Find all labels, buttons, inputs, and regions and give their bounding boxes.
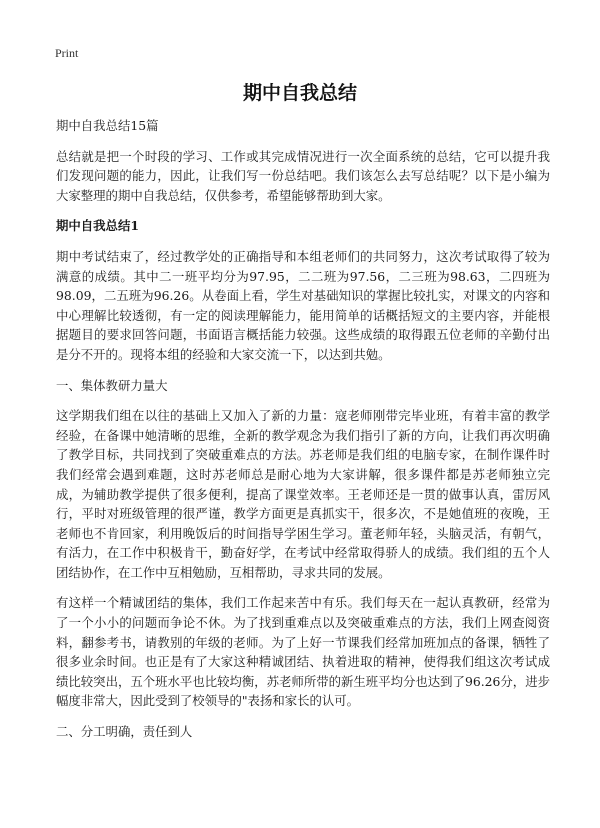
paragraph: 期中考试结束了，经过教学处的正确指导和本组老师们的共同努力，这次考试取得了较为满意的成绩。其中二一班平均分为97.95，二二班为97.56，二三班为98.63，二四班为98.09，二五班为96.26。从卷面上看，学生对基础知识的掌握比较扎实，对课文的内容和中心理解比较透彻，有一定的阅读理解能力，能用简单的话概括短文的主要内容，并能根据题目的要求回答问题，书面语言概括能力较强。这些成绩的取得跟五位老师的辛勤付出是分不开的。现将本组的经验和大家交流一下，以达到共勉。 — [56, 248, 550, 362]
subsection-heading: 一、集体教研力量大 — [56, 377, 168, 393]
paragraph: 这学期我们组在以往的基础上又加入了新的力量：寇老师刚带完毕业班，有着丰富的教学经验，在备课中她清晰的思维，全新的教学观念为我们指引了新的方向，让我们再次明确了教学目标，共同找到了突破重难点的方法。苏老师是我们组的电脑专家，在制作课件时我们经常会遇到难题，这时苏老师总是耐心地为大家讲解，很多课件都是苏老师独立完成，为辅助教学提供了很多便利，提高了课堂效率。王老师还是一贯的做事认真，雷厉风行，平时对班级管理的很严谨，教学方面更是真抓实干，很多次，不是她值班的夜晚，王老师也不肯回家，利用晚饭后的时间指导学困生学习。董老师年轻，头脑灵活，有朝气，有活力，在工作中积极肯干，勤奋好学，在考试中经常取得骄人的成绩。我们组的五个人团结协作，在工作中互相勉励，互相帮助，寻求共同的发展。 — [56, 408, 550, 580]
paragraph: 有这样一个精诚团结的集体，我们工作起来苦中有乐。我们每天在一起认真教研，经常为了一个小小的问题而争论不休。为了找到重难点以及突破重难点的方法，我们上网查阅资料，翻参考书，请教别的年级的老师。为了上好一节课我们经常加班加点的备课，牺牲了很多业余时间。也正是有了大家这种精诚团结、执着进取的精神，使得我们组这次考试成绩比较突出，五个班水平也比较均衡，苏老师所带的新生班平均分也达到了96.26分，进步幅度非常大，因此受到了校领导的"表扬和家长的认可。 — [56, 595, 550, 709]
article-body — [56, 116, 550, 753]
section-heading: 期中自我总结1 — [56, 218, 139, 234]
intro-paragraph: 总结就是把一个时段的学习、工作或其完成情况进行一次全面系统的总结，它可以提升我们发现问题的能力，因此，让我们写一份总结吧。我们该怎么去写总结呢？以下是小编为大家整理的期中自我总结，仅供参考，希望能够帮助到大家。 — [56, 148, 550, 203]
page-title: 期中自我总结 — [242, 82, 357, 104]
print-link[interactable]: Print — [55, 46, 79, 60]
subsection-heading: 二、分工明确，责任到人 — [56, 724, 193, 740]
article-subtitle: 期中自我总结15篇 — [56, 118, 159, 133]
